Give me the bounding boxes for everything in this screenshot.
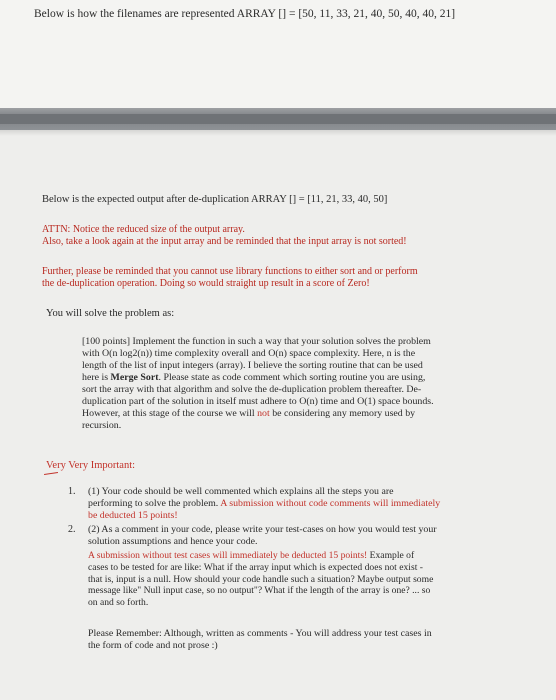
further-paragraph: [42, 266, 512, 290]
task-text: However, at this stage of the course we will: [82, 408, 258, 419]
remember-line-1: Please Remember: Although, written as comments - You will address your test cases in: [88, 628, 432, 639]
list-item-2-details: [88, 550, 500, 609]
task-line: duplication part of the solution in itself must adhere to O(n) time and O(1) space bounds.: [82, 396, 434, 407]
task-line: [82, 372, 502, 384]
item-line: [88, 550, 500, 562]
item-text: Example of: [367, 550, 415, 561]
task-line: [100 points] Implement the function in such a way that your solution solves the problem: [82, 336, 431, 347]
item-line: be deducted 15 points!: [88, 510, 178, 521]
penalty-text: A submission without test cases will immediately be deducted 15 points!: [88, 550, 368, 561]
attn-line-2: Also, take a look again at the input array and be reminded that the input array is not sorted!: [42, 236, 407, 248]
very-important-heading: Very Very Important:: [46, 460, 136, 471]
item-line: on and so forth.: [88, 597, 149, 609]
attn-line-1: ATTN: Notice the reduced size of the output array.: [42, 224, 245, 235]
remember-line-2: the form of code and not prose :): [88, 640, 218, 651]
item-line: [88, 498, 500, 510]
task-line: length of the list of input integers (array). I believe the sorting routine that can be used: [82, 360, 423, 371]
task-line: [82, 408, 502, 420]
not-emphasis: not: [257, 408, 270, 419]
further-line-2: the de-duplication operation. Doing so would straight up result in a score of Zero!: [42, 278, 370, 290]
item-line: that is, input is a null. How should your code handle such a situation? Maybe output some: [88, 573, 434, 585]
task-paragraph: [82, 336, 502, 432]
input-array-line: Below is how the filenames are represented ARRAY [] = [50, 11, 33, 21, 40, 50, 40, 40, 21]: [34, 8, 456, 20]
page-top-shadow: [0, 130, 556, 136]
task-text: . Please state as code comment which sorting routine you are using,: [158, 372, 426, 383]
item-text: performing to solve the problem.: [88, 498, 221, 509]
item-line: (2) As a comment in your code, please write your test-cases on how you would test your: [88, 524, 437, 535]
merge-sort-bold: Merge Sort: [110, 372, 159, 383]
list-item-2: [88, 524, 500, 548]
task-line: sort the array with that algorithm and solve the de-duplication problem thereafter. De-: [82, 384, 422, 395]
list-number-2: 2.: [68, 524, 76, 535]
top-page-fragment: [0, 0, 556, 108]
item-line: (1) Your code should be well commented which explains all the steps you are: [88, 486, 394, 497]
item-line: message like" Null input case, so no output"? What if the length of the array is one? ... so: [88, 585, 431, 597]
you-will-heading: You will solve the problem as:: [46, 308, 175, 319]
further-line-1: Further, please be reminded that you cannot use library functions to either sort and or perform: [42, 266, 418, 277]
task-text: here is: [82, 372, 111, 383]
task-line: recursion.: [82, 420, 122, 431]
list-number-1: 1.: [68, 486, 76, 497]
remember-paragraph: [88, 628, 488, 652]
attn-paragraph: [42, 224, 407, 248]
item-line: cases to be tested for are like: What if the array input which is expected does not exist -: [88, 561, 423, 573]
task-text: be considering any memory used by: [269, 408, 416, 419]
list-item-1: [88, 486, 500, 522]
page-gap-dark: [0, 114, 556, 124]
task-line: with O(n log2(n)) time complexity overall and O(n) space complexity. Here, n is the: [82, 348, 416, 359]
item-line: solution assumptions and hence your code.: [88, 536, 258, 547]
penalty-text: A submission without code comments will immediately: [220, 498, 441, 509]
expected-output-line: Below is the expected output after de-duplication ARRAY [] = [11, 21, 33, 40, 50]: [42, 194, 388, 205]
